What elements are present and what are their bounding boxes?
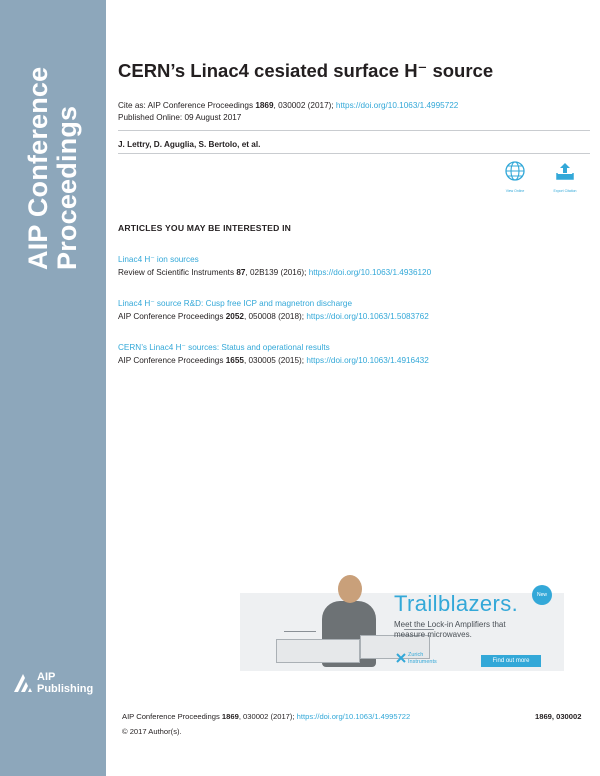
publisher-name	[37, 671, 93, 695]
related-article-citation	[118, 354, 429, 367]
related-volume: 2052	[225, 312, 244, 321]
footer-page-ref: 1869, 030002	[535, 712, 582, 721]
footer-pages-year: , 030002 (2017);	[238, 712, 297, 721]
related-article-title[interactable]: CERN’s Linac4 H⁻ sources: Status and operational results	[118, 343, 330, 352]
view-online-button[interactable]	[500, 160, 530, 193]
footer-doi-link[interactable]: https://doi.org/10.1063/1.4995722	[296, 712, 411, 721]
ad-new-badge: New	[532, 585, 552, 605]
globe-icon	[504, 160, 526, 182]
view-online-label: View Online	[505, 189, 525, 193]
footer-volume: 1869	[221, 712, 239, 721]
related-article-citation	[118, 266, 431, 279]
related-volume: 1655	[225, 356, 244, 365]
article-title: CERN’s Linac4 cesiated surface H⁻ source	[118, 60, 494, 81]
related-article	[118, 253, 431, 279]
citation-block	[118, 100, 458, 124]
ad-subline-1: Meet the Lock-in Amplifiers that	[394, 620, 506, 629]
advertisement-banner[interactable]	[200, 567, 564, 682]
related-pages-year: , 030005 (2015);	[243, 356, 307, 365]
related-article-title[interactable]: Linac4 H⁻ ion sources	[118, 255, 199, 264]
cite-as-line	[118, 100, 458, 112]
cite-journal: AIP Conference Proceedings	[147, 101, 256, 110]
publisher-name-line1: AIP	[37, 671, 56, 683]
related-journal: AIP Conference Proceedings	[118, 312, 226, 321]
related-article-title[interactable]: Linac4 H⁻ source R&D: Cusp free ICP and magnetron discharge	[118, 299, 352, 308]
journal-name	[24, 30, 82, 270]
journal-name-line1: AIP Conference	[23, 66, 53, 270]
published-online: Published Online: 09 August 2017	[118, 113, 242, 122]
cite-as-label: Cite as:	[118, 101, 148, 110]
related-journal: Review of Scientific Instruments	[118, 268, 237, 277]
aip-publishing-logo[interactable]	[12, 670, 102, 696]
related-doi-link[interactable]: https://doi.org/10.1063/1.4936120	[308, 268, 432, 277]
journal-name-line2: Proceedings	[52, 105, 82, 270]
ad-instrument-image	[276, 639, 360, 663]
ad-person-head	[338, 575, 362, 603]
publisher-name-line2: Publishing	[37, 683, 94, 695]
ad-logo-line1: Zurich	[408, 652, 424, 658]
footer-journal: AIP Conference Proceedings	[122, 712, 222, 721]
related-doi-link[interactable]: https://doi.org/10.1063/1.4916432	[306, 356, 429, 365]
aip-logo-mark-icon	[12, 670, 34, 694]
related-journal: AIP Conference Proceedings	[118, 356, 226, 365]
ad-callout-line	[284, 631, 316, 632]
footer-citation	[122, 712, 410, 721]
ad-subline	[394, 620, 506, 640]
zi-logo-mark-icon	[396, 653, 406, 663]
find-out-more-button[interactable]: Find out more	[481, 655, 541, 667]
copyright-notice: © 2017 Author(s).	[122, 727, 182, 736]
cite-volume: 1869	[255, 101, 274, 110]
export-icon	[554, 160, 576, 182]
related-article	[118, 297, 429, 323]
divider	[118, 153, 590, 154]
author-list[interactable]: J. Lettry, D. Aguglia, S. Bertolo, et al.	[118, 140, 261, 149]
zurich-instruments-logo	[396, 651, 456, 667]
divider	[118, 130, 590, 131]
ad-subline-2: measure microwaves.	[394, 630, 472, 639]
ad-headline: Trailblazers.	[394, 591, 519, 616]
related-doi-link[interactable]: https://doi.org/10.1063/1.5083762	[306, 312, 429, 321]
cite-pages-year: , 030002 (2017);	[273, 101, 336, 110]
related-article-citation	[118, 310, 429, 323]
related-pages-year: , 050008 (2018);	[243, 312, 307, 321]
cover-page-main	[106, 0, 600, 776]
export-citation-button[interactable]	[550, 160, 580, 193]
related-article	[118, 341, 429, 367]
ad-logo-line2: Instruments	[408, 658, 437, 665]
article-doi-link[interactable]: https://doi.org/10.1063/1.4995722	[335, 101, 459, 110]
related-articles-heading: ARTICLES YOU MAY BE INTERESTED IN	[118, 223, 292, 233]
journal-sidebar	[0, 0, 106, 776]
export-citation-label: Export Citation	[553, 189, 577, 193]
related-pages-year: , 02B139 (2016);	[245, 268, 309, 277]
related-volume: 87	[236, 268, 246, 277]
